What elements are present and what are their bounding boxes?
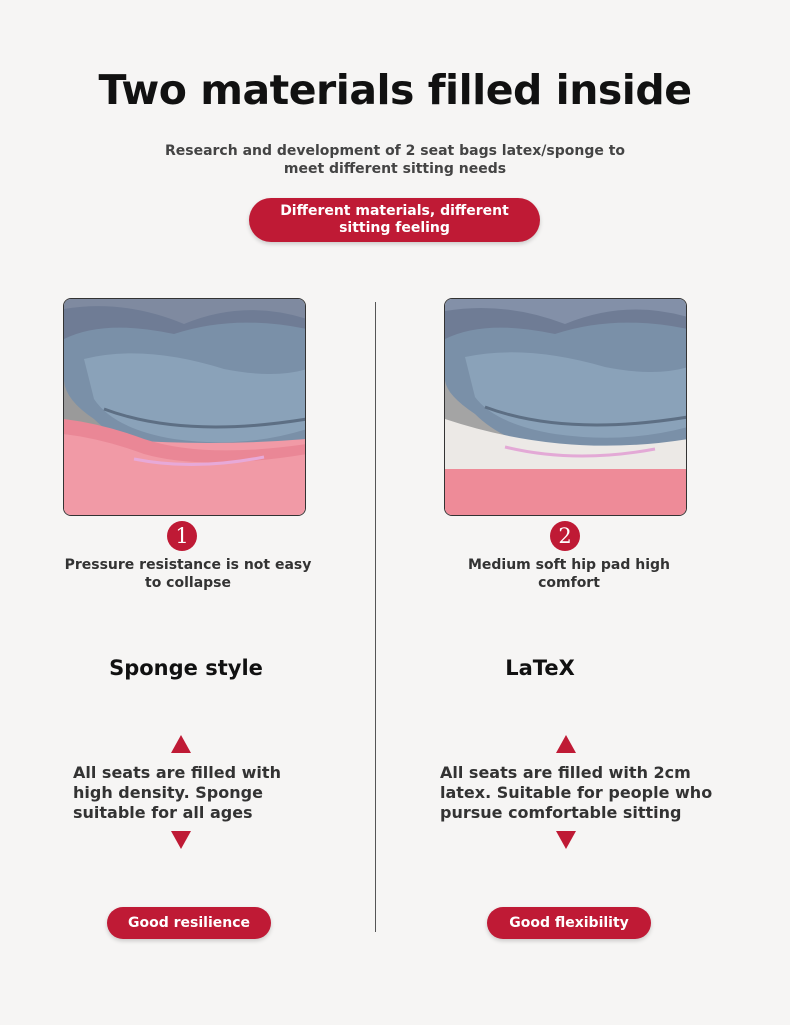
item-caption-2: Medium soft hip pad high comfort — [467, 557, 671, 591]
style-name-latex: LaTeX — [505, 656, 575, 680]
item-description-1: All seats are filled with high density. Sponge suitable for all ages — [73, 763, 281, 822]
item-number-2: 2 — [550, 521, 580, 551]
down-triangle-icon — [171, 831, 191, 849]
item-caption-1: Pressure resistance is not easy to collapse — [64, 557, 312, 591]
good-flexibility-badge: Good flexibility — [487, 907, 651, 939]
item-number-1: 1 — [167, 521, 197, 551]
up-triangle-icon — [556, 735, 576, 753]
page-title: Two materials filled inside — [98, 66, 692, 114]
column-divider — [375, 302, 376, 932]
page-subtitle: Research and development of 2 seat bags latex/sponge to meet different sitting needs — [164, 143, 626, 177]
latex-cushion-photo — [444, 298, 687, 516]
style-name-sponge: Sponge style — [109, 656, 263, 680]
item-description-2: All seats are filled with 2cm latex. Suitable for people who pursue comfortable sitting — [440, 763, 713, 822]
up-triangle-icon — [171, 735, 191, 753]
good-resilience-badge: Good resilience — [107, 907, 271, 939]
materials-pill: Different materials, different sitting feeling — [249, 198, 540, 242]
down-triangle-icon — [556, 831, 576, 849]
sponge-cushion-photo — [63, 298, 306, 516]
